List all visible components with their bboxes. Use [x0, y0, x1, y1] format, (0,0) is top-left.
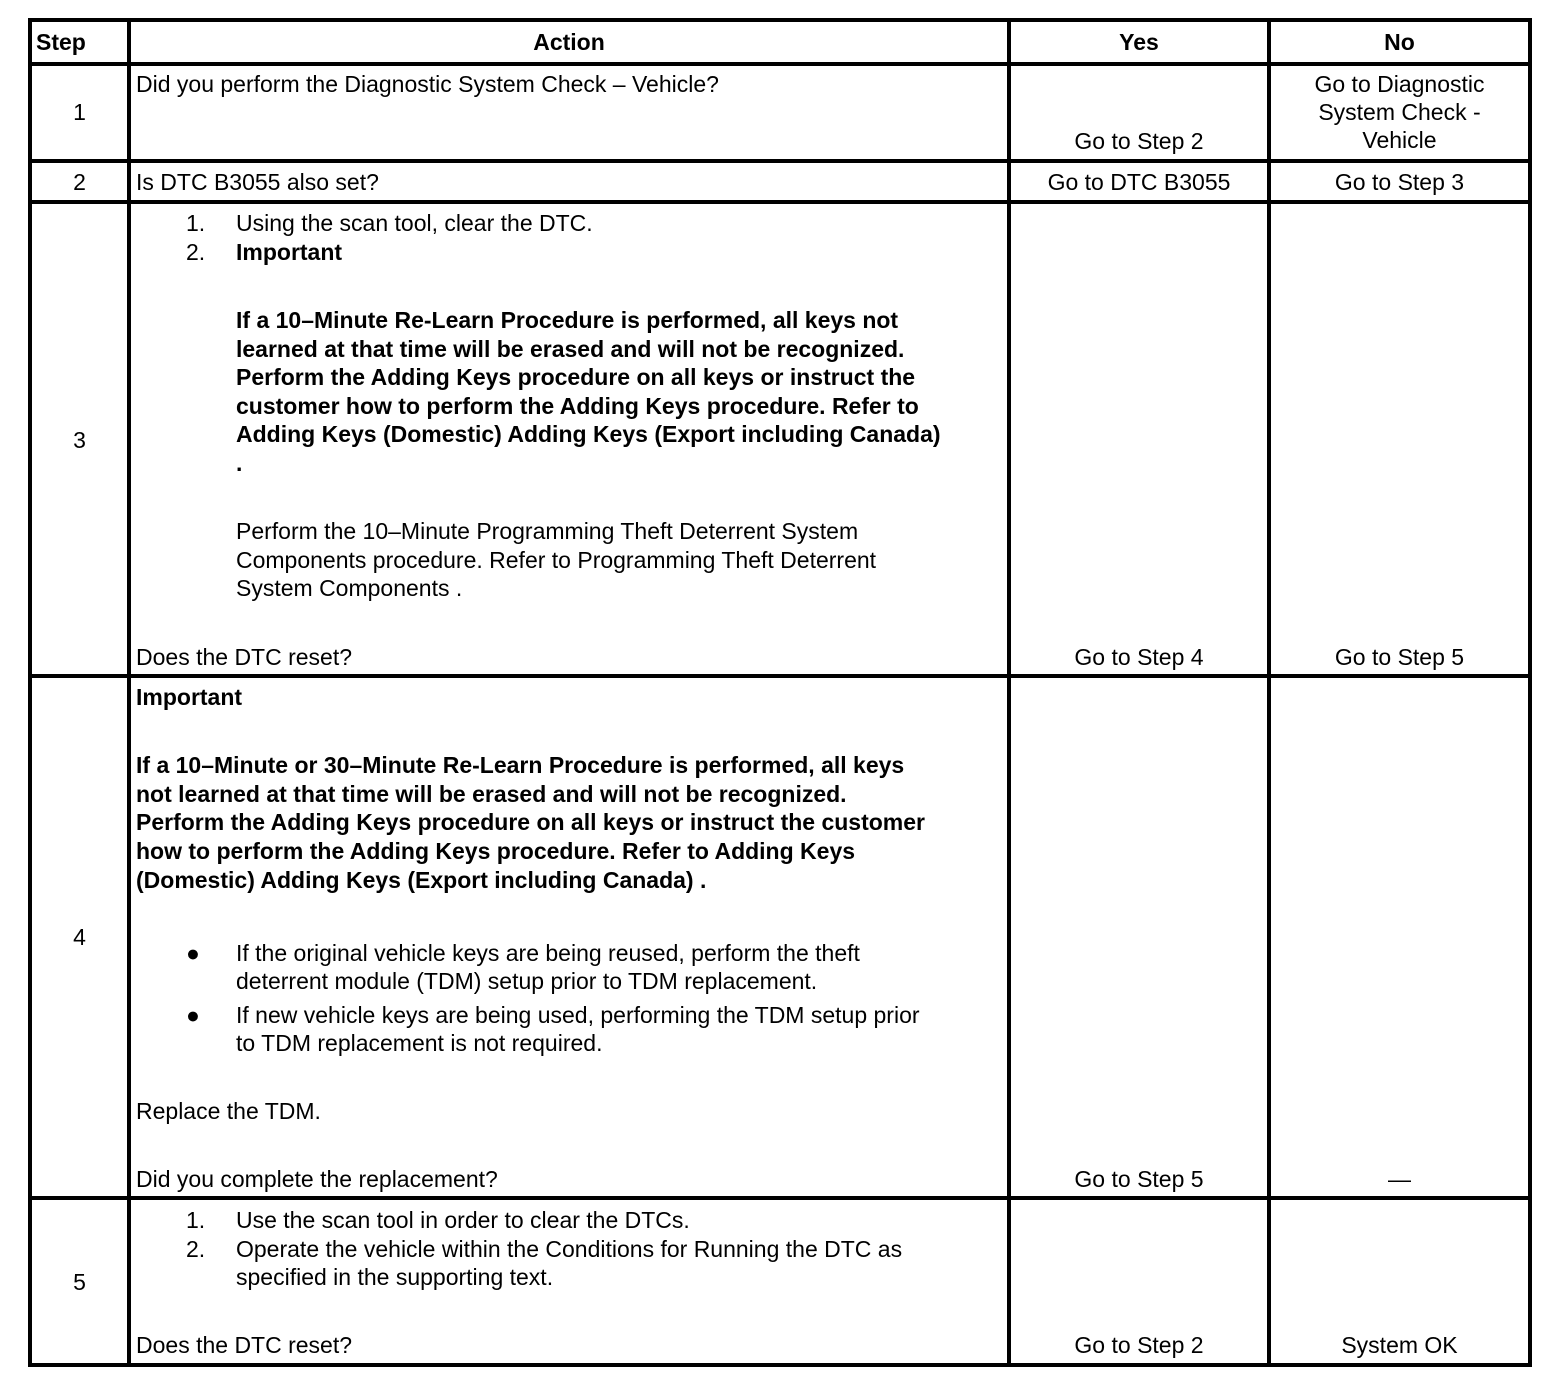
list-number: 1.: [186, 1207, 206, 1233]
table-border-right: [1528, 18, 1532, 1367]
row-divider-1: [28, 159, 1532, 163]
list-item: Use the scan tool in order to clear the DTCs.: [236, 1207, 690, 1233]
yes-cell: Go to Step 2: [1074, 1332, 1204, 1358]
no-cell-line: Go to Diagnostic: [1314, 71, 1485, 97]
action-question: Did you perform the Diagnostic System Check – Vehicle?: [136, 71, 719, 97]
list-number: 2.: [186, 1236, 206, 1262]
step-number: 1: [73, 99, 86, 125]
row-divider-2: [28, 200, 1532, 204]
no-cell: Go to Step 5: [1334, 644, 1465, 670]
important-note-line: how to perform the Adding Keys procedure. Refer to Adding Keys: [136, 838, 856, 864]
important-note-line: Perform the Adding Keys procedure on all keys or instruct the: [236, 364, 916, 390]
bullet-dot-icon: ●: [186, 940, 200, 966]
bullet-line: If the original vehicle keys are being reused, perform the theft: [236, 940, 860, 966]
no-cell: Go to Step 3: [1334, 169, 1465, 195]
no-cell-line: Vehicle: [1362, 127, 1437, 153]
bullet-line: deterrent module (TDM) setup prior to TDM replacement.: [236, 968, 818, 994]
important-note-line: Adding Keys (Domestic) Adding Keys (Export including Canada): [236, 421, 941, 447]
no-cell: —: [1388, 1166, 1411, 1192]
bullet-dot-icon: ●: [186, 1002, 200, 1028]
important-title: Important: [236, 239, 343, 265]
important-note-line: not learned at that time will be erased and will not be recognized.: [136, 781, 847, 807]
bullet-line: If new vehicle keys are being used, performing the TDM setup prior: [236, 1002, 920, 1028]
yes-cell: Go to Step 2: [1074, 128, 1204, 154]
row-divider-4: [28, 1196, 1532, 1200]
step-number: 2: [73, 169, 86, 195]
yes-cell: Go to Step 5: [1074, 1166, 1204, 1192]
no-cell: System OK: [1341, 1332, 1458, 1358]
no-cell-line: System Check -: [1318, 99, 1481, 125]
procedure-line: Components procedure. Refer to Programming Theft Deterrent: [236, 547, 877, 573]
important-note-line: If a 10–Minute Re-Learn Procedure is performed, all keys not: [236, 307, 899, 333]
important-note-line: If a 10–Minute or 30–Minute Re-Learn Procedure is performed, all keys: [136, 752, 905, 778]
row-divider-header: [28, 62, 1532, 66]
action-question: Is DTC B3055 also set?: [136, 169, 379, 195]
important-note-line: .: [236, 450, 243, 476]
procedure-line: System Components .: [236, 575, 463, 601]
list-number: 1.: [186, 210, 206, 236]
list-number: 2.: [186, 239, 206, 265]
table-border-bottom: [28, 1363, 1532, 1367]
list-item-line: specified in the supporting text.: [236, 1264, 554, 1290]
header-no: No: [1384, 29, 1415, 55]
step-number: 5: [73, 1269, 86, 1295]
list-item: Using the scan tool, clear the DTC.: [236, 210, 593, 236]
col-divider-step: [127, 18, 131, 1367]
important-note-line: Perform the Adding Keys procedure on all keys or instruct the customer: [136, 809, 925, 835]
step-number: 3: [73, 427, 86, 453]
header-yes: Yes: [1119, 29, 1159, 55]
important-note-line: learned at that time will be erased and will not be recognized.: [236, 336, 905, 362]
yes-cell: Go to Step 4: [1074, 644, 1204, 670]
step-number: 4: [73, 924, 86, 950]
action-question: Does the DTC reset?: [136, 644, 353, 670]
important-note-line: (Domestic) Adding Keys (Export including Canada) .: [136, 867, 707, 893]
bullet-line: to TDM replacement is not required.: [236, 1030, 603, 1056]
table-border-top: [28, 18, 1532, 22]
procedure-line: Perform the 10–Minute Programming Theft Deterrent System: [236, 518, 859, 544]
header-step: Step: [36, 29, 86, 55]
important-note-line: customer how to perform the Adding Keys procedure. Refer to: [236, 393, 919, 419]
yes-cell: Go to DTC B3055: [1047, 169, 1231, 195]
list-item-line: Operate the vehicle within the Conditions for Running the DTC as: [236, 1236, 903, 1262]
action-question: Does the DTC reset?: [136, 1332, 353, 1358]
header-action: Action: [533, 29, 605, 55]
procedure-line: Replace the TDM.: [136, 1098, 321, 1124]
important-title: Important: [136, 684, 243, 710]
table-border-left: [28, 18, 32, 1367]
row-divider-3: [28, 674, 1532, 678]
action-question: Did you complete the replacement?: [136, 1166, 498, 1192]
